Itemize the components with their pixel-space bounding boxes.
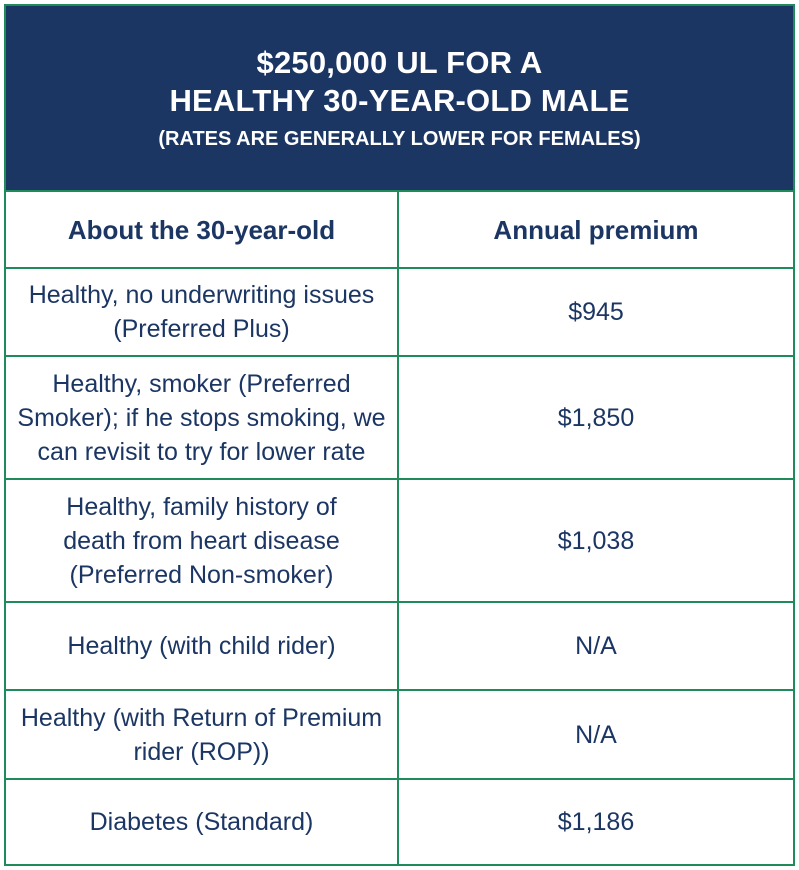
header-title-line1: $250,000 UL FOR A <box>256 45 543 80</box>
table-row <box>6 355 793 478</box>
row-premium: $945 <box>568 298 624 326</box>
header-subtitle: (RATES ARE GENERALLY LOWER FOR FEMALES) <box>158 128 641 150</box>
row-about-line: Healthy (with Return of Premium <box>20 703 383 732</box>
row-about-line: can revisit to try for lower rate <box>37 437 366 466</box>
table-row <box>6 601 793 689</box>
table-header <box>6 6 793 190</box>
row-about-line: Healthy, smoker (Preferred <box>52 369 351 398</box>
row-about <box>6 780 399 864</box>
row-about <box>6 691 399 778</box>
row-premium: $1,850 <box>557 403 635 432</box>
row-about <box>6 357 399 478</box>
table-row <box>6 478 793 601</box>
table-row <box>6 689 793 778</box>
table-row <box>6 267 793 355</box>
row-premium: N/A <box>575 632 617 660</box>
header-title-line2: HEALTHY 30-YEAR-OLD MALE <box>169 83 630 118</box>
column-header-about: About the 30-year-old <box>6 192 399 267</box>
row-about-line: Healthy, family history of <box>66 492 337 521</box>
row-about-line: Smoker); if he stops smoking, we <box>17 403 386 432</box>
row-premium: N/A <box>575 720 617 749</box>
table-row <box>6 778 793 864</box>
column-header-premium: Annual premium <box>493 214 699 245</box>
row-about <box>6 480 399 601</box>
row-about-line: rider (ROP)) <box>133 737 270 766</box>
column-header-row <box>6 190 793 267</box>
row-about-line: (Preferred Non-smoker) <box>69 560 334 589</box>
row-about <box>6 269 399 355</box>
row-about-line: Healthy (with child rider) <box>67 632 336 660</box>
row-about-line: death from heart disease <box>63 526 340 555</box>
row-about-line: (Preferred Plus) <box>113 315 290 343</box>
row-about <box>6 603 399 689</box>
row-premium: $1,038 <box>557 526 635 555</box>
row-about-line: Healthy, no underwriting issues <box>28 281 375 309</box>
row-about-line: Diabetes (Standard) <box>89 808 314 836</box>
row-premium: $1,186 <box>557 808 635 836</box>
premium-table <box>4 4 795 866</box>
